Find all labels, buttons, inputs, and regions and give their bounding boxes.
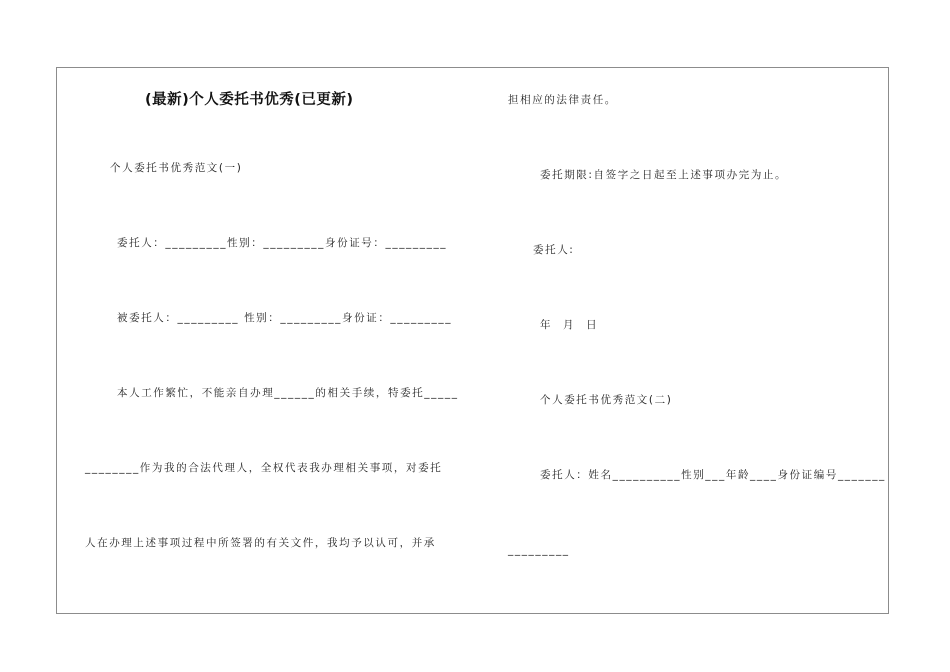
- term-line: 委托期限:自签字之日起至上述事项办完为止。: [540, 169, 788, 181]
- body-paragraph-line-3: 人在办理上述事项过程中所签署的有关文件，我均予以认可，并承: [85, 537, 436, 549]
- section-heading-1: 个人委托书优秀范文(一): [110, 162, 243, 174]
- blank-underline: _________: [508, 544, 570, 556]
- body-paragraph-line-2: ________作为我的合法代理人，全权代表我办理相关事项，对委托: [85, 462, 443, 474]
- agent-line: 被委托人：_________ 性别：_________身份证：_________: [117, 312, 453, 324]
- body-paragraph-line-4: 担相应的法律责任。: [508, 94, 617, 106]
- body-paragraph-line-1: 本人工作繁忙，不能亲自办理______的相关手续，特委托_____: [117, 387, 459, 399]
- signature-label: 委托人:: [533, 244, 575, 256]
- principal-line: 委托人：_________性别：_________身份证号：_________: [117, 237, 448, 249]
- page-border: [56, 67, 889, 614]
- section-heading-2: 个人委托书优秀范文(二): [540, 394, 673, 406]
- principal-details-line: 委托人：姓名__________性别___年龄____身份证编号_______: [540, 469, 886, 481]
- document-title: (最新)个人委托书优秀(已更新): [145, 92, 354, 108]
- date-line: 年 月 日: [540, 319, 599, 331]
